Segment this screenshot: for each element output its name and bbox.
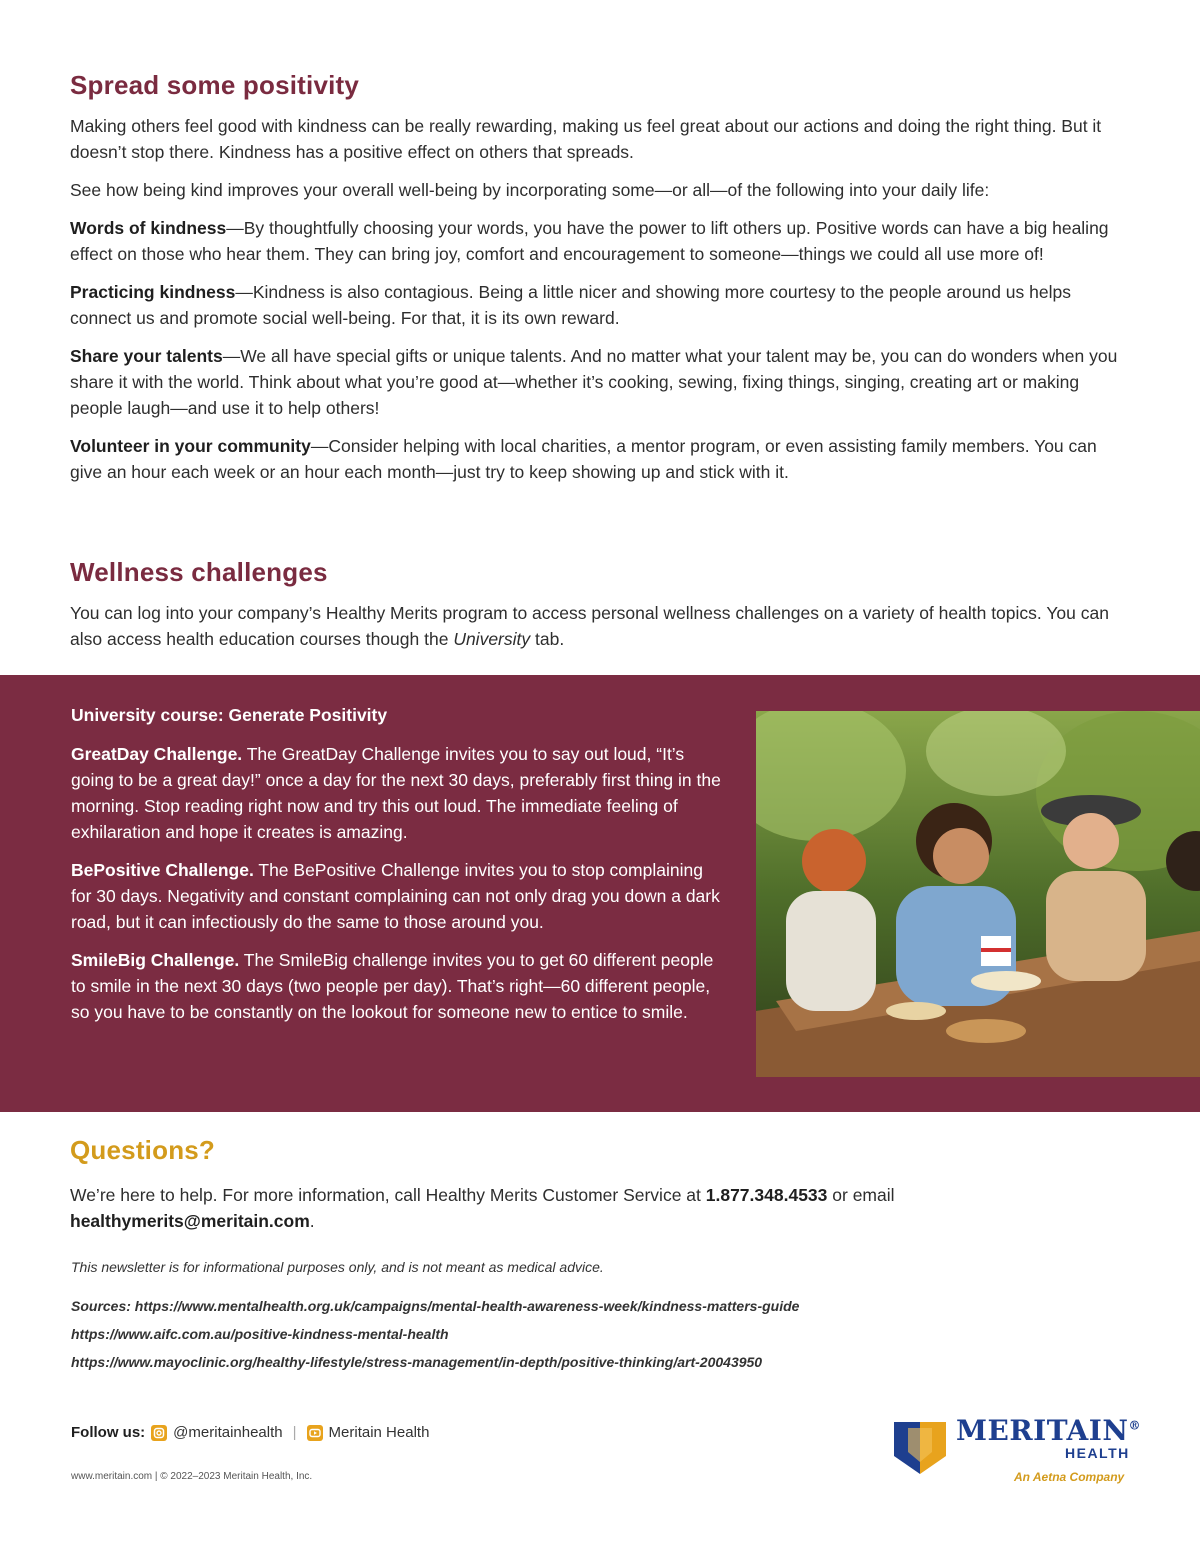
phone-number[interactable]: 1.877.348.4533 [705, 1185, 828, 1205]
challenges-text [71, 703, 723, 1037]
challenge-name: BePositive Challenge. [71, 860, 254, 880]
item-text: —Kindness is also contagious. Being a little nicer and showing more courtesy to the people around us helps connect us and promote social well-being. For that, it is its own reward. [70, 282, 1071, 328]
challenge-item [71, 741, 723, 845]
challenge-item [71, 947, 723, 1025]
text-run: tab. [530, 629, 565, 649]
text-run: . [309, 1211, 315, 1231]
challenge-text: The BePositive Challenge invites you to stop complaining for 30 days. Negativity and constant complaining can not only drag you down a dark road, but it can infectiously do the same to those around you. [71, 860, 720, 932]
item-term: Practicing kindness [70, 282, 236, 302]
intro-paragraph: Making others feel good with kindness can be really rewarding, making us feel great about our actions and doing the right thing. But it doesn’t stop there. Kindness has a positive effect on others that spreads. [70, 116, 1102, 162]
contact-paragraph [70, 1182, 1130, 1234]
follow-us [71, 1424, 429, 1441]
challenges-band [0, 675, 1200, 1112]
section-title: Wellness challenges [70, 557, 328, 587]
email-link[interactable]: healthymerits@meritain.com [70, 1211, 310, 1231]
meritain-logo [890, 1414, 1141, 1489]
kindness-item [70, 215, 1130, 267]
challenge-text: The SmileBig challenge invites you to get 60 different people to smile in the next 30 days (two people per day). That’s right—60 different people, so you have to be constantly on the lookout for someone new to entice to smile. [71, 950, 714, 1022]
course-title: University course: Generate Positivity [71, 705, 388, 725]
item-text: —Consider helping with local charities, a mentor program, or even assisting family members. You can give an hour each week or an hour each month—just try to keep showing up and stick with it. [70, 436, 1097, 482]
friends-dining-photo [756, 711, 1200, 1077]
university-tab-mention: University [453, 629, 531, 649]
text-run: or email [827, 1185, 895, 1205]
logo-tagline: An Aetna Company [1014, 1470, 1125, 1484]
follow-label: Follow us: [71, 1424, 146, 1441]
registered-mark: ® [1128, 1418, 1141, 1433]
kindness-item [70, 279, 1130, 331]
section-title: Spread some positivity [70, 70, 360, 100]
source-link[interactable]: Sources: https://www.mentalhealth.org.uk/campaigns/mental-health-awareness-week/kindness-matters-guide [71, 1298, 800, 1314]
text-run: You can log into your company’s Healthy Merits program to access personal wellness challenges on a variety of health topics. You can also access health education courses though the [70, 603, 1109, 649]
logo-health: HEALTH [1065, 1445, 1130, 1461]
wellness-paragraph [70, 600, 1130, 652]
disclaimer: This newsletter is for informational purposes only, and is not meant as medical advice. [71, 1259, 604, 1275]
photo-illustration [756, 711, 1200, 1077]
section-wellness-challenges [70, 557, 1130, 664]
kindness-item [70, 433, 1130, 485]
kindness-item [70, 343, 1130, 421]
item-text: —By thoughtfully choosing your words, you have the power to lift others up. Positive words can have a big healing effect on those who hear them. They can bring joy, comfort and encouragement to someone—things we could all use more of! [70, 218, 1109, 264]
instagram-icon[interactable] [151, 1425, 167, 1441]
youtube-icon[interactable] [307, 1425, 323, 1441]
challenge-name: GreatDay Challenge. [71, 744, 243, 764]
meritain-shield-icon [890, 1416, 950, 1476]
source-link[interactable]: https://www.aifc.com.au/positive-kindness-mental-health [71, 1326, 449, 1342]
challenge-text: The GreatDay Challenge invites you to say out loud, “It’s going to be a great day!” once a day for the next 30 days, preferably first thing in the morning. Stop reading right now and try this out loud. The immediate feeling of exhilaration and hope it creates is amazing. [71, 744, 721, 842]
logo-word: MERITAIN [956, 1414, 1129, 1447]
challenge-name: SmileBig Challenge. [71, 950, 240, 970]
item-text: —We all have special gifts or unique talents. And no matter what your talent may be, you can do wonders when you share it with the world. Think about what you’re good at—whether it’s cooking, sewing, fixing things, singing, creating art or making people laugh—and use it to help others! [70, 346, 1118, 418]
section-title: Questions? [70, 1135, 216, 1165]
item-term: Words of kindness [70, 218, 227, 238]
instagram-handle[interactable]: @meritainhealth [173, 1424, 283, 1441]
item-term: Share your talents [70, 346, 223, 366]
logo-wordmark [956, 1414, 1141, 1447]
text-run: We’re here to help. For more information, call Healthy Merits Customer Service at [70, 1185, 706, 1205]
item-term: Volunteer in your community [70, 436, 311, 456]
intro-paragraph: See how being kind improves your overall well-being by incorporating some—or all—of the following into your daily life: [70, 180, 990, 200]
challenge-item [71, 857, 723, 935]
sources-list [71, 1296, 1131, 1380]
source-link[interactable]: https://www.mayoclinic.org/healthy-lifestyle/stress-management/in-depth/positive-thinking/art-20043950 [71, 1354, 763, 1370]
divider: | [292, 1424, 297, 1441]
section-spread-positivity [70, 70, 1130, 497]
youtube-channel[interactable]: Meritain Health [328, 1424, 430, 1441]
copyright: www.meritain.com | © 2022–2023 Meritain Health, Inc. [71, 1471, 313, 1482]
section-questions [70, 1135, 1130, 1234]
